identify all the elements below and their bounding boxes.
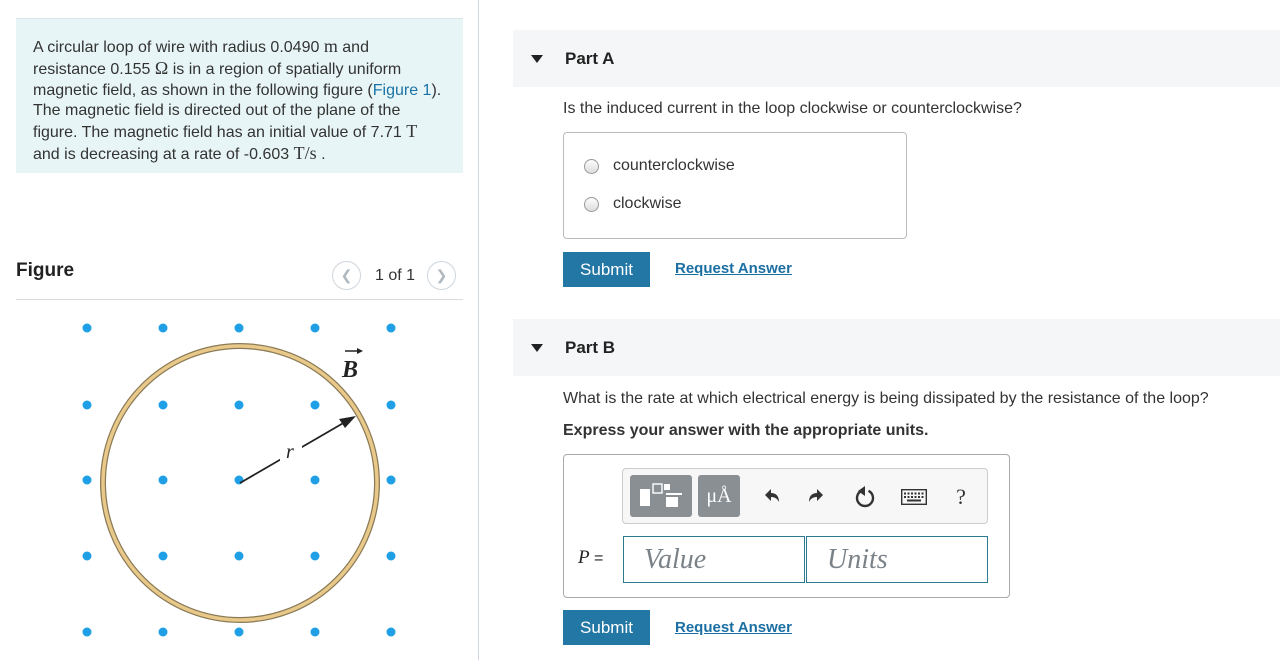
- next-figure-button[interactable]: [427, 261, 456, 290]
- prev-figure-button[interactable]: [332, 261, 361, 290]
- field-dot: [159, 628, 168, 637]
- choice-counterclockwise[interactable]: counterclockwise: [584, 157, 735, 175]
- field-dot: [159, 324, 168, 333]
- field-dot: [159, 476, 168, 485]
- panel-divider: [478, 0, 479, 660]
- figure-title: Figure: [16, 260, 75, 281]
- keyboard-icon: [901, 489, 927, 505]
- field-dot: [311, 324, 320, 333]
- units-button[interactable]: [698, 475, 740, 517]
- redo-button[interactable]: [803, 483, 831, 511]
- problem-statement: A circular loop of wire with radius 0.0490 m and resistance 0.155 Ω is in a region of spatially uniform magnetic field, as shown in the following figure (Figure 1). The magnetic field is directed out of the plane of the figure. The magnetic field has an initial value of 7.71 T and is decreasing at a rate of -0.603 T/s .: [16, 18, 463, 173]
- collapse-triangle-icon: [531, 55, 543, 63]
- field-dot: [235, 628, 244, 637]
- magnetic-field-figure: [60, 310, 420, 660]
- field-dot: [311, 628, 320, 637]
- field-dot: [235, 552, 244, 561]
- chevron-right-icon: ❯: [435, 267, 448, 283]
- part-a-header[interactable]: [513, 30, 1280, 87]
- field-dot: [387, 476, 396, 485]
- field-dot: [83, 552, 92, 561]
- vector-arrow-icon: [345, 348, 363, 354]
- undo-icon: [760, 486, 782, 508]
- field-dot: [311, 401, 320, 410]
- undo-button[interactable]: [757, 483, 785, 511]
- field-dot: [387, 552, 396, 561]
- field-dot: [387, 324, 396, 333]
- figure-divider: [16, 299, 463, 300]
- figure-link[interactable]: Figure 1: [372, 81, 432, 99]
- part-b-request-answer-link[interactable]: Request Answer: [675, 619, 792, 636]
- keyboard-button[interactable]: [897, 483, 931, 511]
- part-b-question: What is the rate at which electrical energy is being dissipated by the resistance of the loop?: [563, 390, 1209, 407]
- part-a-request-answer-link[interactable]: Request Answer: [675, 260, 792, 277]
- math-toolbar: [622, 468, 988, 524]
- field-dot: [387, 401, 396, 410]
- templates-button[interactable]: [630, 475, 692, 517]
- figure-pager: [332, 261, 456, 290]
- reset-button[interactable]: [851, 483, 879, 511]
- reset-icon: [853, 485, 877, 509]
- part-b-instruction: Express your answer with the appropriate units.: [563, 422, 929, 439]
- collapse-triangle-icon: [531, 344, 543, 352]
- part-b-label: Part B: [565, 337, 616, 357]
- part-a-submit-button[interactable]: Submit: [563, 252, 650, 287]
- value-input[interactable]: [623, 536, 805, 583]
- part-b-header[interactable]: [513, 319, 1280, 376]
- field-dot: [235, 476, 244, 485]
- pager-count: 1 of 1: [375, 266, 416, 284]
- field-dot: [311, 476, 320, 485]
- field-dot: [159, 401, 168, 410]
- b-field-label: B: [342, 357, 359, 383]
- part-a-label: Part A: [565, 48, 615, 68]
- part-b-submit-button[interactable]: Submit: [563, 610, 650, 645]
- part-a-choices: [563, 132, 907, 239]
- left-panel: [0, 0, 478, 660]
- field-dot: [387, 628, 396, 637]
- radius-label: r: [286, 441, 294, 463]
- field-dot: [83, 628, 92, 637]
- field-dot: [311, 552, 320, 561]
- templates-icon: [637, 481, 685, 511]
- help-icon: ?: [956, 484, 966, 509]
- field-dot: [235, 324, 244, 333]
- field-dot: [159, 552, 168, 561]
- part-b-answer-box: [563, 454, 1010, 598]
- units-input[interactable]: [806, 536, 988, 583]
- field-dot: [83, 324, 92, 333]
- radio-button[interactable]: [584, 159, 599, 174]
- field-dot: [83, 401, 92, 410]
- redo-icon: [806, 486, 828, 508]
- radio-button[interactable]: [584, 197, 599, 212]
- field-dot: [235, 401, 244, 410]
- choice-clockwise[interactable]: clockwise: [584, 195, 681, 213]
- help-button[interactable]: [947, 483, 975, 511]
- answer-variable-label: P =: [578, 547, 604, 568]
- units-icon: μÅ: [706, 484, 732, 507]
- chevron-left-icon: ❮: [340, 267, 353, 283]
- field-dot: [83, 476, 92, 485]
- part-a-question: Is the induced current in the loop clockwise or counterclockwise?: [563, 100, 1022, 117]
